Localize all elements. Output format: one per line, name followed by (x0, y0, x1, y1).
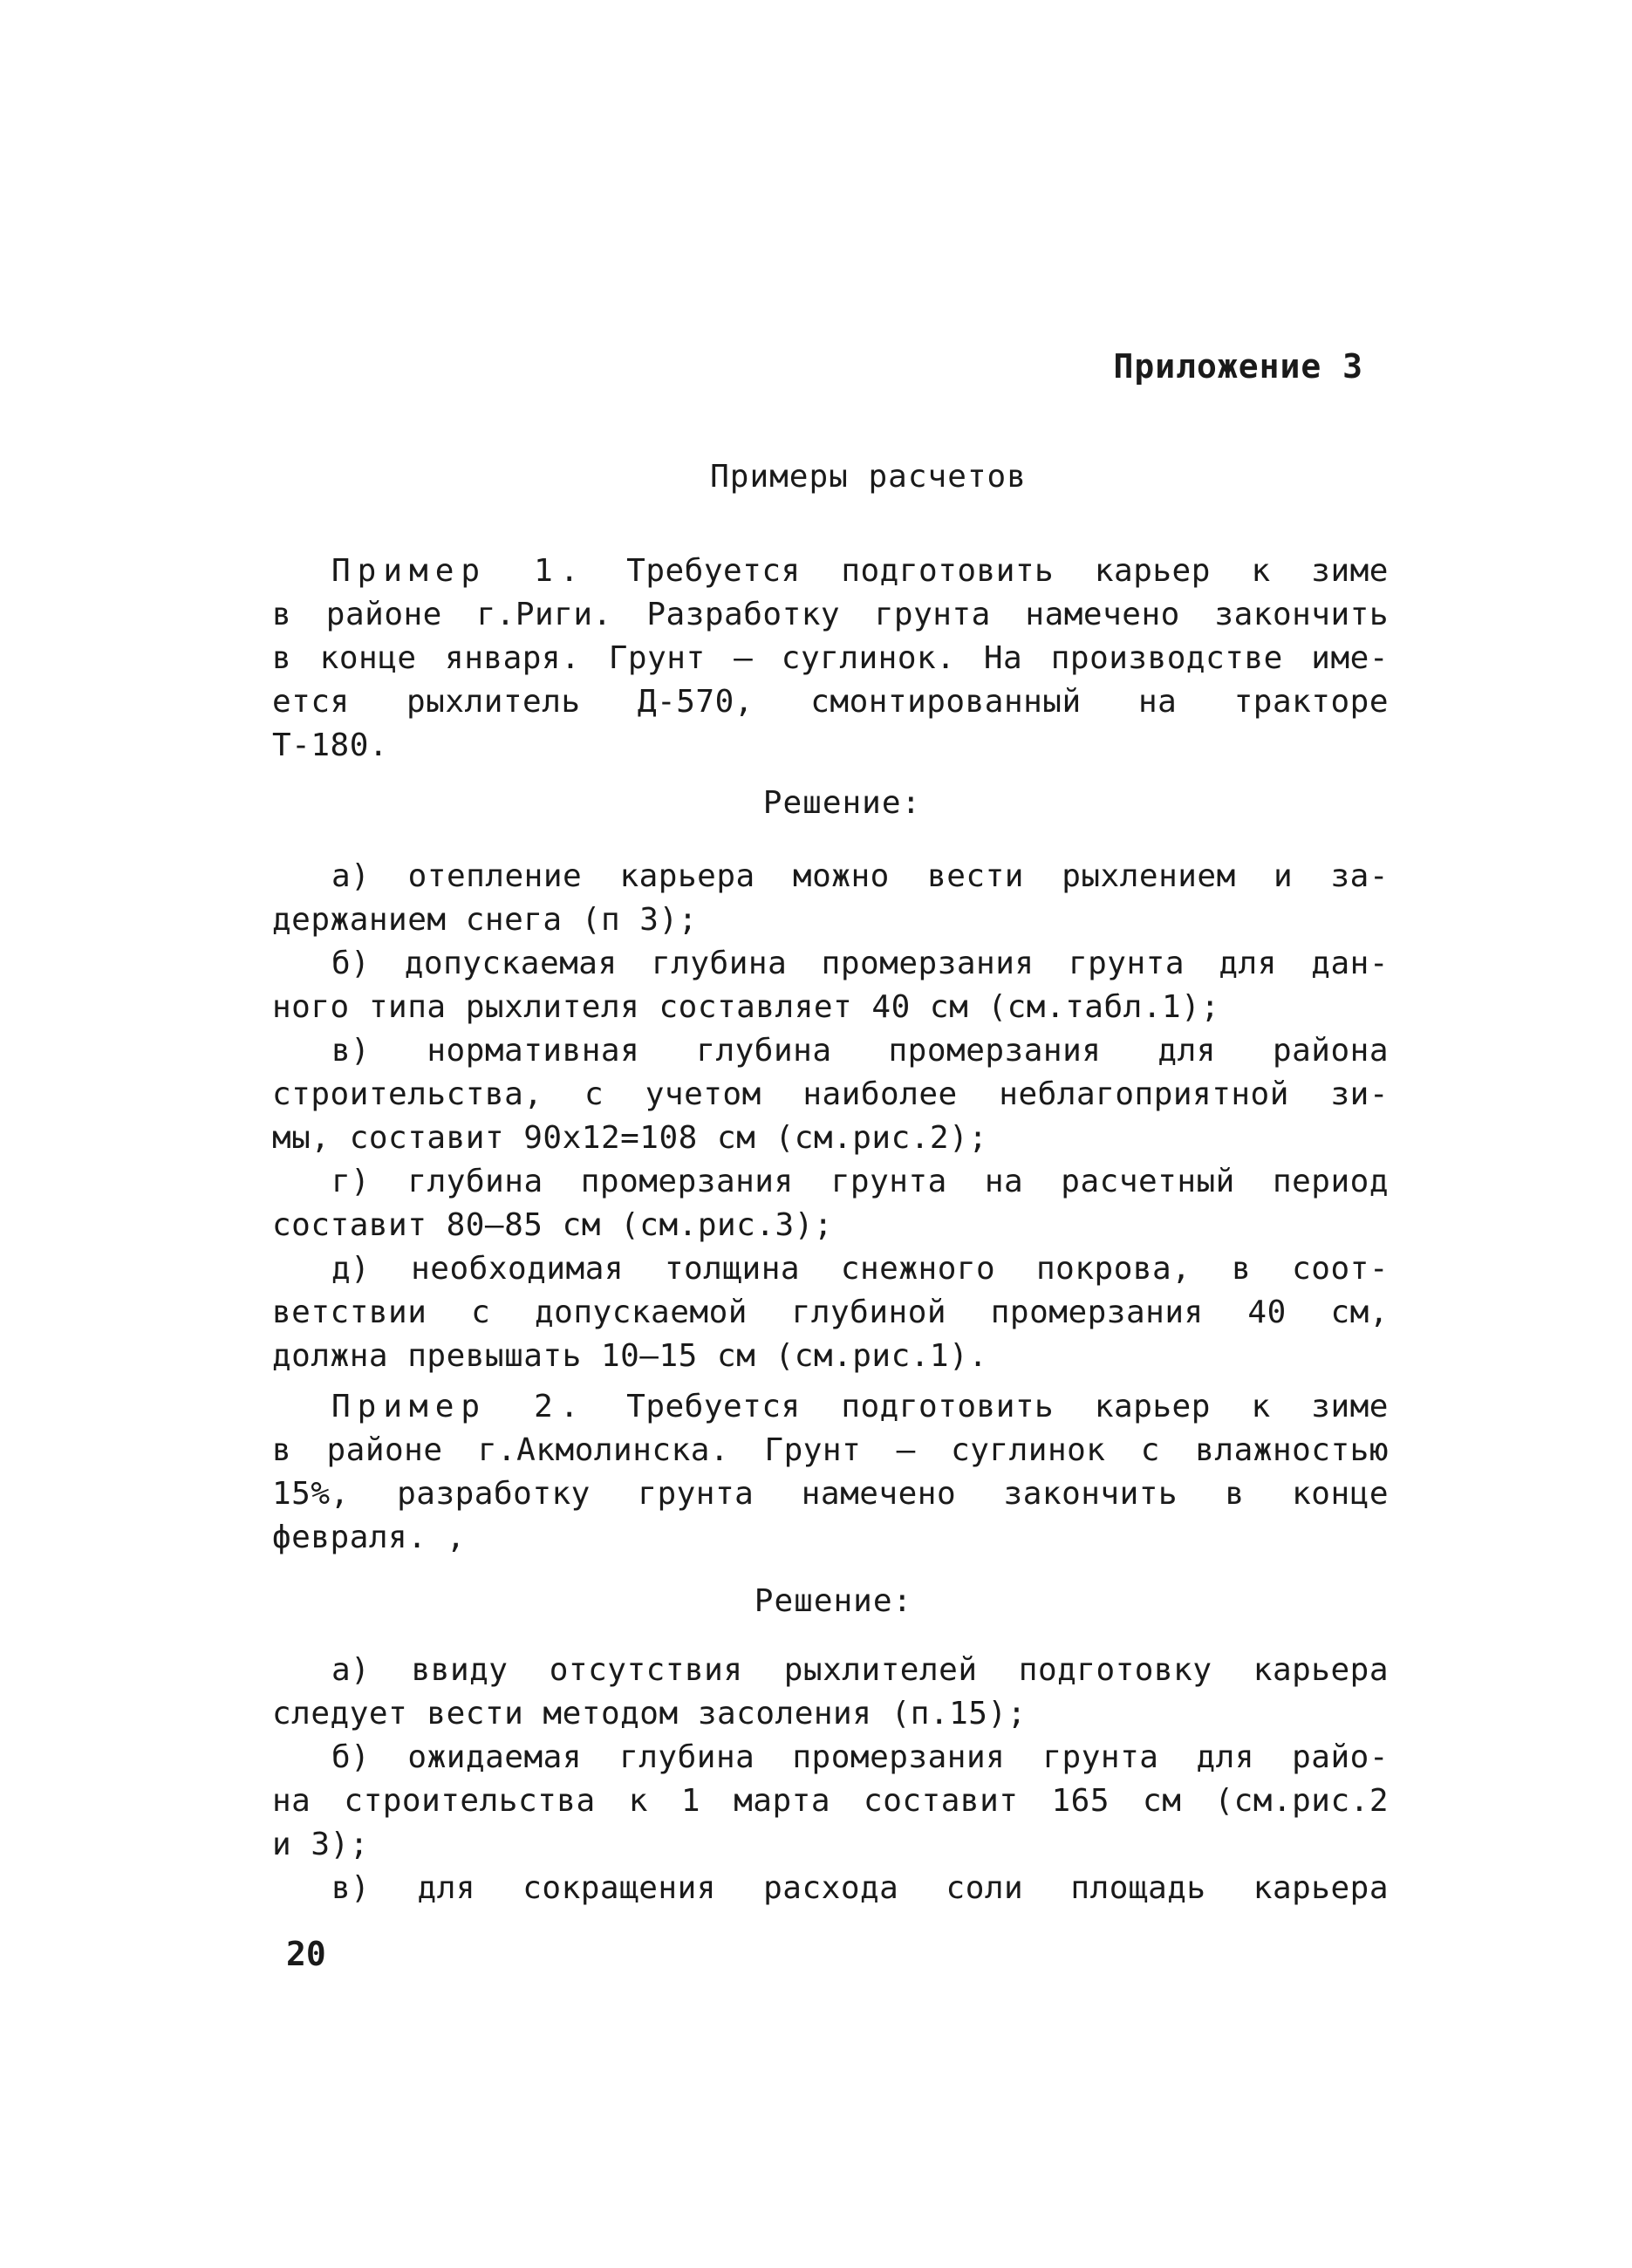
solution-2-heading: Решение: (754, 1583, 913, 1619)
solution-1-item-v: в) нормативная глубина промерзания для района строительства, с учетом наиболее неблагоприятной зи- мы, составит 90х12=108 см (см.рис.2); (272, 1033, 1389, 1156)
appendix-label: Приложение 3 (1113, 347, 1363, 386)
example-1-line-2: в районе г.Риги. Разработку грунта намечено закончить (272, 597, 1389, 632)
example-2-line-4: февраля. , (272, 1520, 466, 1555)
example-2-line-3: 15%, разработку грунта намечено закончить в конце (272, 1476, 1389, 1512)
solution-2-item-a: а) ввиду отсутствия рыхлителей подготовку карьера следует вести методом засоления (п.15); (272, 1652, 1389, 1732)
solution-1-item-g: г) глубина промерзания грунта на расчетный период составит 80–85 см (см.рис.3); (272, 1164, 1389, 1243)
solution-2-item-v: в) для сокращения расхода соли площадь карьера (331, 1870, 1389, 1906)
solution-1-heading: Решение: (762, 785, 922, 821)
solution-1-item-b: б) допускаемая глубина промерзания грунта для дан- ного типа рыхлителя составляет 40 см (см.табл.1); (272, 946, 1389, 1025)
example-1-line-1: Пример 1. Требуется подготовить карьер к зиме (331, 553, 1389, 589)
example-1-lead: Пример 1. (331, 553, 586, 589)
example-2-lead: Пример 2. (331, 1389, 586, 1424)
page-number: 20 (286, 1935, 326, 1973)
example-2-line-2: в районе г.Акмолинска. Грунт – суглинок с влажностью (272, 1432, 1389, 1468)
example-1-paragraph (272, 550, 1389, 768)
solution-2-item-b: б) ожидаемая глубина промерзания грунта для райо- на строительства к 1 марта составит 165 см (см.рис.2 и 3); (272, 1739, 1389, 1862)
example-1-line-3: в конце января. Грунт – суглинок. На производстве име- (272, 640, 1389, 676)
example-2-paragraph (272, 1385, 1389, 1560)
example-1-line-4: ется рыхлитель Д-570, смонтированный на тракторе (272, 684, 1389, 720)
example-2-line-1: Пример 2. Требуется подготовить карьер к зиме (331, 1389, 1389, 1424)
solution-1-item-d: д) необходимая толщина снежного покрова, в соот- ветствии с допускаемой глубиной промерзания 40 см, должна превышать 10–15 см (см.рис.1). (272, 1251, 1389, 1374)
solution-1-item-a: а) отепление карьера можно вести рыхлением и за- держанием снега (п 3); (272, 858, 1389, 938)
page-title: Примеры расчетов (710, 459, 1027, 495)
example-1-line-5: Т-180. (272, 728, 389, 763)
